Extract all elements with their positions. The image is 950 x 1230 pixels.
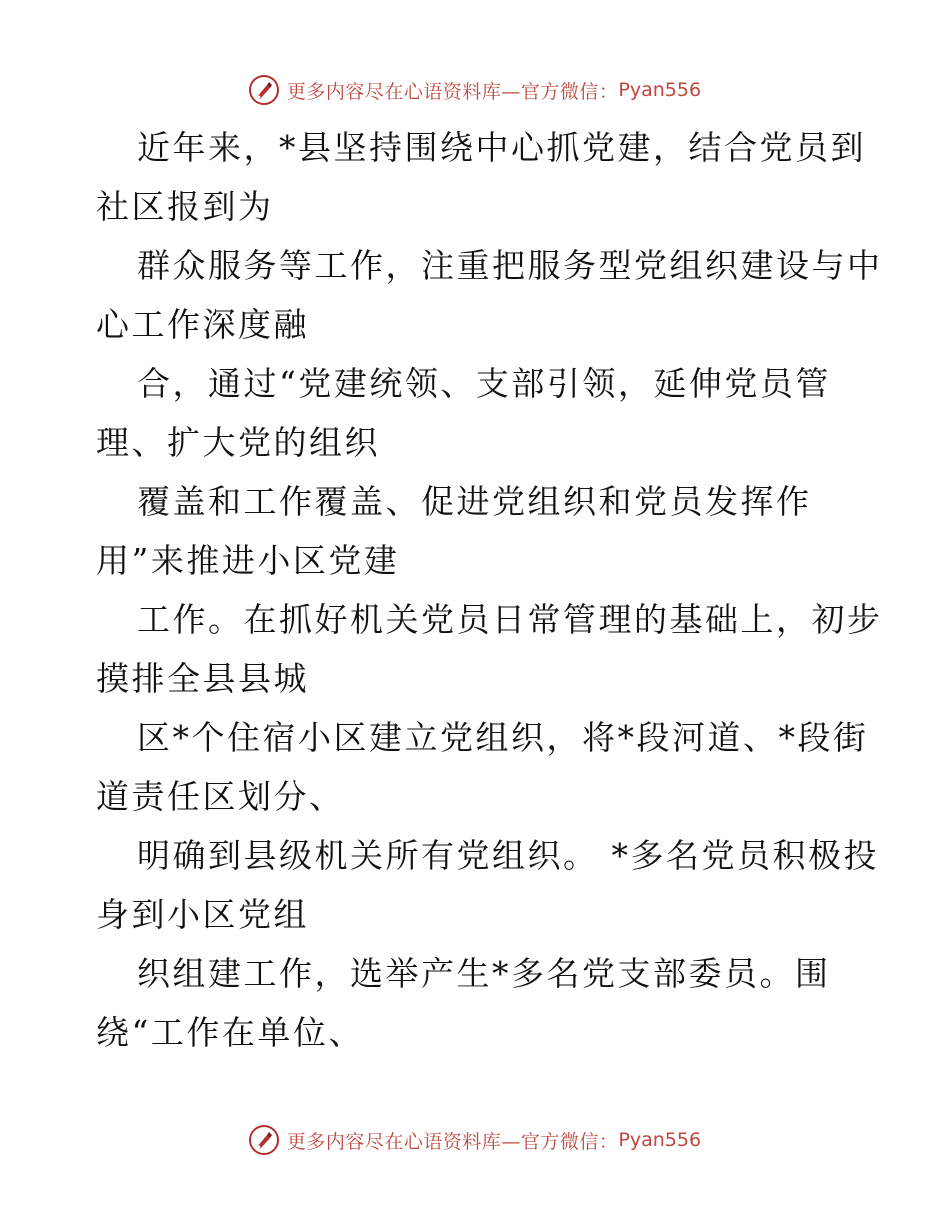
pen-logo-icon bbox=[249, 1125, 279, 1155]
body-line: 近年来，*县坚持围绕中心抓党建，结合党员到 bbox=[137, 128, 866, 167]
body-line: 身到小区党组 bbox=[96, 895, 309, 934]
body-line: 绕“工作在单位、 bbox=[96, 1013, 364, 1052]
body-line: 覆盖和工作覆盖、促进党组织和党员发挥作 bbox=[137, 482, 812, 521]
body-line: 群众服务等工作，注重把服务型党组织建设与中 bbox=[137, 246, 883, 285]
footer-banner-text: 更多内容尽在心语资料库—官方微信： bbox=[286, 1130, 619, 1153]
header-banner-text: 更多内容尽在心语资料库—官方微信： bbox=[286, 80, 619, 103]
document-body bbox=[96, 118, 883, 1062]
header-watermark-banner bbox=[0, 70, 950, 110]
body-line: 区*个住宿小区建立党组织，将*段河道、*段街 bbox=[137, 718, 869, 757]
footer-watermark-banner bbox=[0, 1120, 950, 1160]
body-line: 合，通过“党建统领、支部引领，延伸党员管 bbox=[137, 364, 831, 403]
body-line: 道责任区划分、 bbox=[96, 777, 345, 816]
body-line: 织组建工作，选举产生*多名党支部委员。围 bbox=[137, 954, 831, 993]
body-line: 摸排全县县城 bbox=[96, 659, 309, 698]
footer-banner-wechat-id: Pyan556 bbox=[618, 1129, 702, 1151]
body-line: 工作。在抓好机关党员日常管理的基础上，初步 bbox=[137, 600, 883, 639]
body-line: 理、扩大党的组织 bbox=[96, 423, 380, 462]
body-line: 明确到县级机关所有党组织。 *多名党员积极投 bbox=[137, 836, 879, 875]
pen-logo-icon bbox=[249, 75, 279, 105]
body-line: 用”来推进小区党建 bbox=[96, 541, 400, 580]
header-banner-wechat-id: Pyan556 bbox=[618, 79, 702, 101]
body-line: 心工作深度融 bbox=[96, 305, 309, 344]
body-line: 社区报到为 bbox=[96, 187, 274, 226]
